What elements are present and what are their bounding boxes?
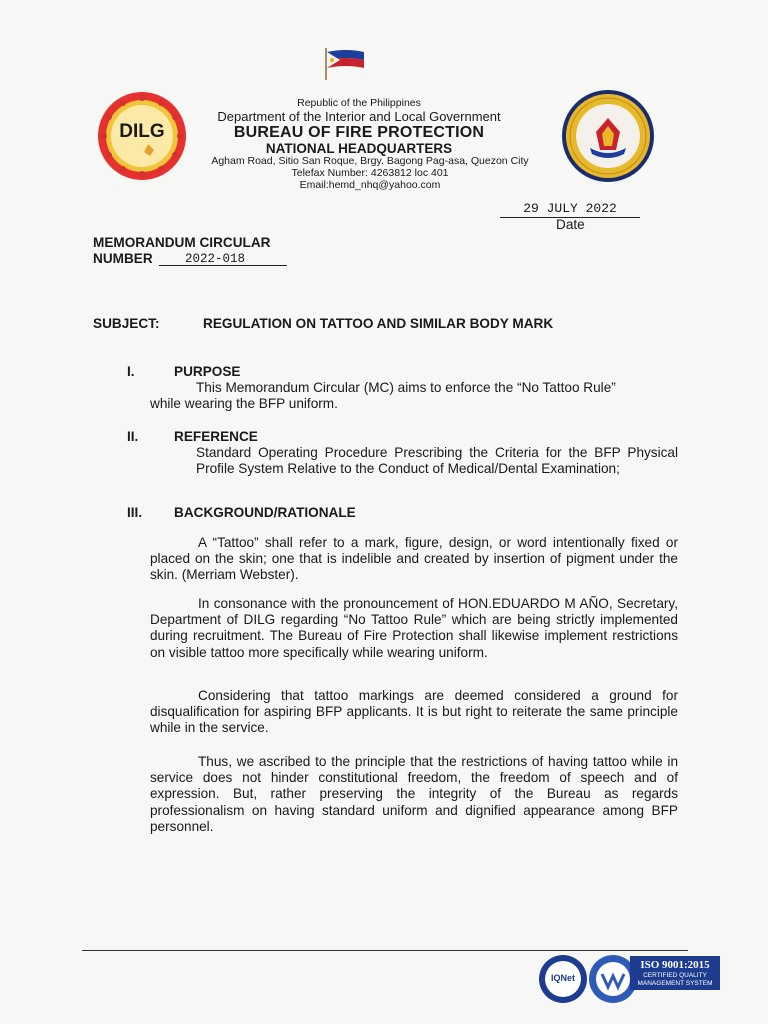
background-paragraph-2: In consonance with the pronouncement of HON.EDUARDO M AÑO, Secretary, Department of DILG regarding “No Tattoo Rule” which are being strictly implemented during recruitment. The Bureau of Fire Protection shall likewise implement restrictions on visible tattoo more specifically while wearing uniform. <box>150 596 678 660</box>
section-numeral-1: I. <box>127 364 135 379</box>
philippine-flag-icon <box>322 46 366 80</box>
section-numeral-2: II. <box>127 429 139 444</box>
date-value: 29 JULY 2022 <box>500 201 640 218</box>
address-line: Agham Road, Sitio San Roque, Brgy. Bagong Pag-asa, Quezon City <box>211 155 529 167</box>
section-numeral-3: III. <box>127 505 143 520</box>
memo-number-label: NUMBER <box>93 251 153 266</box>
date-label: Date <box>556 217 585 232</box>
memo-number-value: 2022-018 <box>185 252 246 266</box>
section-heading-purpose: PURPOSE <box>174 364 241 379</box>
email-line: Email:hemd_nhq@yahoo.com <box>299 179 441 191</box>
reference-text: Standard Operating Procedure Prescribing the Criteria for the BFP Physical Profile System Relative to the Conduct of Medical/Dental Examination; <box>196 445 678 477</box>
nhq-line: NATIONAL HEADQUARTERS <box>265 141 453 156</box>
iso-badge <box>630 956 720 990</box>
republic-line: Republic of the Philippines <box>297 97 421 109</box>
iso-sub-2: MANAGEMENT SYSTEM <box>637 980 713 987</box>
bureau-title: BUREAU OF FIRE PROTECTION <box>233 124 485 141</box>
section-heading-background: BACKGROUND/RATIONALE <box>174 505 356 520</box>
iso-sub-1: CERTIFIED QUALITY <box>643 972 707 979</box>
iso-title: ISO 9001:2015 <box>640 959 710 971</box>
iqnet-badge <box>538 954 588 1004</box>
iqnet-text: IQNet <box>550 973 575 983</box>
footer-divider <box>82 950 688 951</box>
background-paragraph-4: Thus, we ascribed to the principle that the restrictions of having tattoo while in service does not hinder constitutional freedom, the freedom of speech and of expression. But, rather preserving the integrity of the Bureau as regards professionalism on having standard uniform and dignified appearance among BFP personnel. <box>150 754 678 834</box>
subject-label: SUBJECT: <box>93 316 160 331</box>
section-heading-reference: REFERENCE <box>174 429 258 444</box>
department-line: Department of the Interior and Local Government <box>217 109 501 124</box>
purpose-line-1: This Memorandum Circular (MC) aims to enforce the “No Tattoo Rule” <box>196 380 616 395</box>
dilg-logo-text: DILG <box>119 121 165 142</box>
purpose-line-2: while wearing the BFP uniform. <box>150 396 338 411</box>
background-paragraph-1: A “Tattoo” shall refer to a mark, figure, design, or word intentionally fixed or placed on the skin; one that is indelible and created by insertion of pigment under the skin. (Merriam Webster). <box>150 535 678 583</box>
memo-title: MEMORANDUM CIRCULAR <box>93 235 271 250</box>
subject-value: REGULATION ON TATTOO AND SIMILAR BODY MARK <box>203 316 554 331</box>
telefax-line: Telefax Number: 4263812 loc 401 <box>291 167 449 179</box>
background-paragraph-3: Considering that tattoo markings are deemed considered a ground for disqualification for aspiring BFP applicants. It is but right to reiterate the same principle while in the service. <box>150 688 678 736</box>
